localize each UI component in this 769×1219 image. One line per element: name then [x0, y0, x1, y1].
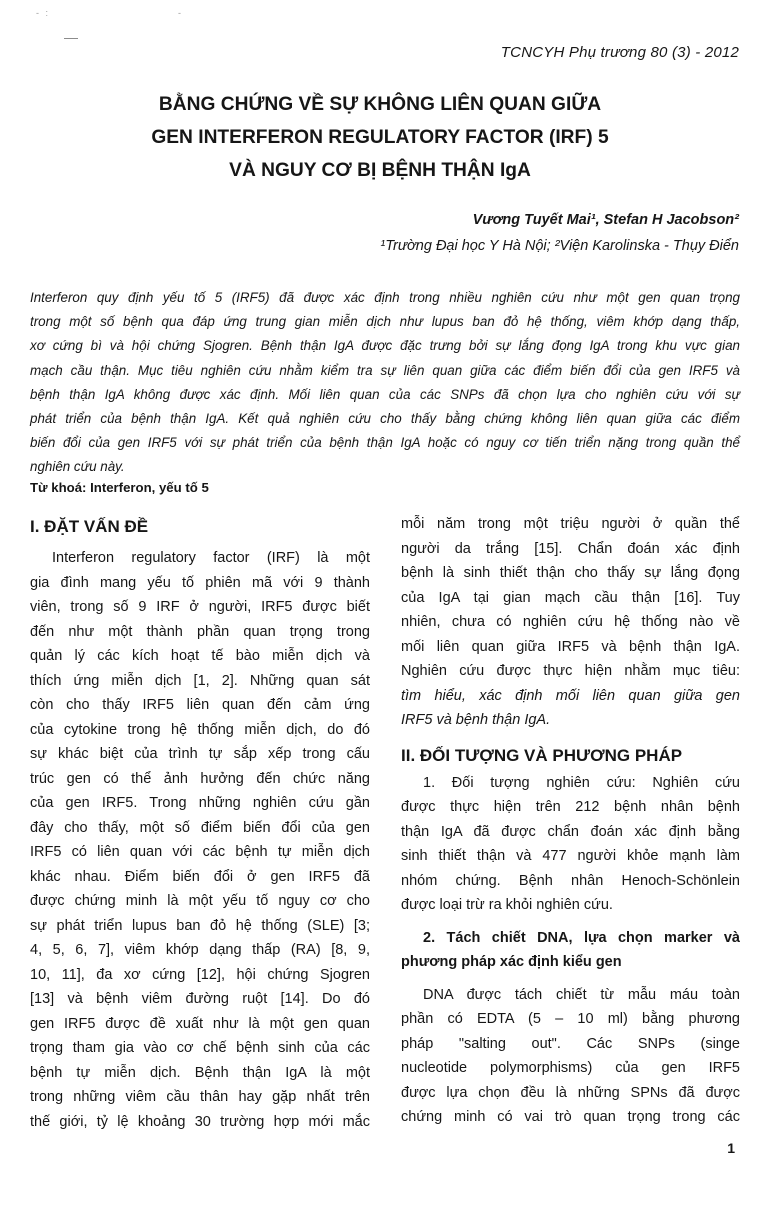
abstract-line: trong một số bệnh qua đáp ứng trung gian miễn dịch như lupus ban đỏ hệ thống, viêm khớp dạng thấp, — [30, 314, 740, 330]
abstract-line: nghiên cứu này. — [30, 459, 125, 475]
body-line: pháp "salting out". Các SNPs (singe — [401, 1035, 740, 1052]
abstract-line: bệnh thận IgA không được xác định. Mối liên quan của các SNPs đã chọn lựa cho nghiên cứu với sự — [30, 386, 740, 402]
body-line: đây cho thấy, một số điểm biến đổi của gen — [30, 819, 370, 836]
title-line: GEN INTERFERON REGULATORY FACTOR (IRF) 5 — [151, 127, 609, 148]
authors: Vương Tuyết Mai¹, Stefan H Jacobson² — [472, 212, 739, 228]
affiliations: ¹Trường Đại học Y Hà Nội; ²Viện Karolinska - Thụy Điển — [380, 238, 739, 254]
body-line: được loại trừ ra khỏi nghiên cứu. — [401, 897, 613, 913]
body-line: thích ứng miễn dịch [1, 2]. Những quan sát — [30, 672, 370, 689]
body-line: IRF5 có liên quan với các bệnh tự miễn dịch — [30, 844, 370, 860]
body-line: được chứng minh là một yếu tố nguy cơ cho — [30, 893, 370, 909]
abstract-line: biến đổi của gen IRF5 với sự phát triển của bệnh thận IgA hoặc có nguy cơ tiến triển nặng trong quần thể — [30, 435, 740, 451]
left-column — [30, 512, 370, 1134]
body-line: khác nhau. Điểm biến đổi ở gen IRF5 đã — [30, 868, 370, 885]
body-line: nhóm chứng. Bệnh nhân Henoch-Schönlein — [401, 872, 740, 889]
body-line: sự phát triển lupus ban đỏ hệ thống (SLE) [3; — [30, 917, 370, 934]
body-line: được thực hiện trên 212 bệnh nhân bệnh — [401, 799, 740, 815]
body-line: của gen IRF5. Trong những nghiên cứu gần — [30, 795, 370, 811]
right-column — [401, 512, 740, 1130]
subsection-heading: phương pháp xác định kiểu gen — [401, 954, 622, 970]
body-line: DNA được tách chiết từ mẫu máu toàn — [423, 986, 740, 1003]
body-line: 10, 11], đa xơ cứng [12], hội chứng Sjogren — [30, 966, 370, 983]
title-line: VÀ NGUY CƠ BỊ BỆNH THẬN IgA — [229, 160, 531, 181]
page-number: 1 — [727, 1140, 735, 1156]
subsection-heading: 2. Tách chiết DNA, lựa chọn marker và — [423, 929, 740, 946]
body-line: quản lý các kích hoạt tế bào miễn dịch và — [30, 648, 370, 664]
keywords: Từ khoá: Interferon, yếu tố 5 — [30, 480, 209, 495]
body-line: gia đình mang yếu tố phiên mã với 9 thành — [30, 574, 370, 591]
body-line: Interferon regulatory factor (IRF) là một — [52, 550, 370, 566]
body-line: của IgA tại gian mạch cầu thận [16]. Tuy — [401, 589, 740, 606]
body-line: nhiên, chưa có nghiên cứu hệ thống nào về — [401, 614, 740, 630]
body-line: tìm hiểu, xác định mối liên quan giữa gen — [401, 687, 740, 704]
abstract-line: mạch cầu thận. Mục tiêu nghiên cứu nhằm kiểm tra sự liên quan giữa các điểm biến đổi của gen IRF5 và — [30, 362, 740, 378]
body-line: viên, trong số 9 IRF ở người, IRF5 được biết — [30, 599, 370, 615]
body-line: người da trắng [15]. Chẩn đoán xác định — [401, 540, 740, 557]
abstract-line: xơ cứng bì và hội chứng Sjogren. Bệnh thận IgA được đặc trưng bởi sự lắng đọng IgA trong khu vực gian — [30, 338, 740, 354]
body-line: IRF5 và bệnh thận IgA. — [401, 712, 551, 728]
body-line: Nghiên cứu được thực hiện nhằm mục tiêu: — [401, 663, 740, 679]
body-line: nucleotide polymorphisms) của gen IRF5 — [401, 1060, 740, 1076]
body-line: 1. Đối tượng nghiên cứu: Nghiên cứu — [423, 774, 740, 791]
body-line: của cytokine trong hệ thống miễn dịch, do đó — [30, 721, 370, 738]
body-line: thận IgA đã được chẩn đoán xác định bằng — [401, 823, 740, 840]
body-line: bệnh là sinh thiết thận cho thấy sự lắng đọng — [401, 565, 740, 581]
title-line: BẰNG CHỨNG VỀ SỰ KHÔNG LIÊN QUAN GIỮA — [158, 94, 602, 115]
abstract-line: Interferon quy định yếu tố 5 (IRF5) đã được xác định trong nhiều nghiên cứu như một gen quan trọng — [30, 290, 740, 305]
body-line: bệnh tự miễn dịch. Bệnh thận IgA là một — [30, 1064, 370, 1081]
section-heading-intro: I. ĐẶT VẤN ĐỀ — [30, 517, 149, 536]
body-line: phần có EDTA (5 – 10 ml) bằng phương — [401, 1011, 740, 1027]
article-title — [60, 88, 700, 187]
body-line: mối liên quan giữa IRF5 và bệnh thận IgA. — [401, 638, 740, 655]
scan-mark: - — [178, 8, 181, 18]
header-rule — [64, 38, 78, 39]
journal-header: TCNCYH Phụ trương 80 (3) - 2012 — [500, 44, 739, 61]
abstract-line: phát triển của bệnh thận IgA. Kết quả nghiên cứu cho thấy bằng chứng không liên quan giữa các điểm — [30, 411, 740, 427]
body-line: còn cho thấy IRF5 liên quan đến cảm ứng — [30, 697, 370, 713]
body-line: trọng tham gia vào cơ chế bệnh sinh của các — [30, 1040, 370, 1056]
body-line: sinh thiết thận và 477 người khỏe mạnh làm — [401, 848, 740, 864]
body-line: trúc gen có thể ảnh hưởng đến chức năng — [30, 770, 370, 787]
body-line: trong những viêm cầu thân hay gặp nhất trên — [30, 1089, 370, 1105]
section-heading-methods: II. ĐỐI TƯỢNG VÀ PHƯƠNG PHÁP — [401, 745, 683, 765]
body-line: gen IRF5 được đề xuất như là một gen quan — [30, 1015, 370, 1032]
body-line: mỗi năm trong một triệu người ở quần thể — [401, 516, 740, 532]
abstract — [30, 286, 740, 480]
body-line: [13] và bệnh viêm đường ruột [14]. Do đó — [30, 991, 370, 1007]
body-line: chứng minh có vai trò quan trọng trong các — [401, 1109, 740, 1125]
scan-marks: - : — [36, 8, 50, 18]
body-line: được lựa chọn đều là những SPNs đã được — [401, 1084, 740, 1101]
body-line: đến như một thành phần quan trọng trong — [30, 623, 370, 640]
body-line: 4, 5, 6, 7], viêm khớp dạng thấp (RA) [8, 9, — [30, 942, 370, 958]
body-line: thế giới, tỷ lệ khoảng 30 trường hợp mới mắc — [30, 1113, 370, 1130]
body-line: sự khác biệt của trình tự sắp xếp trong cấu — [30, 746, 370, 762]
